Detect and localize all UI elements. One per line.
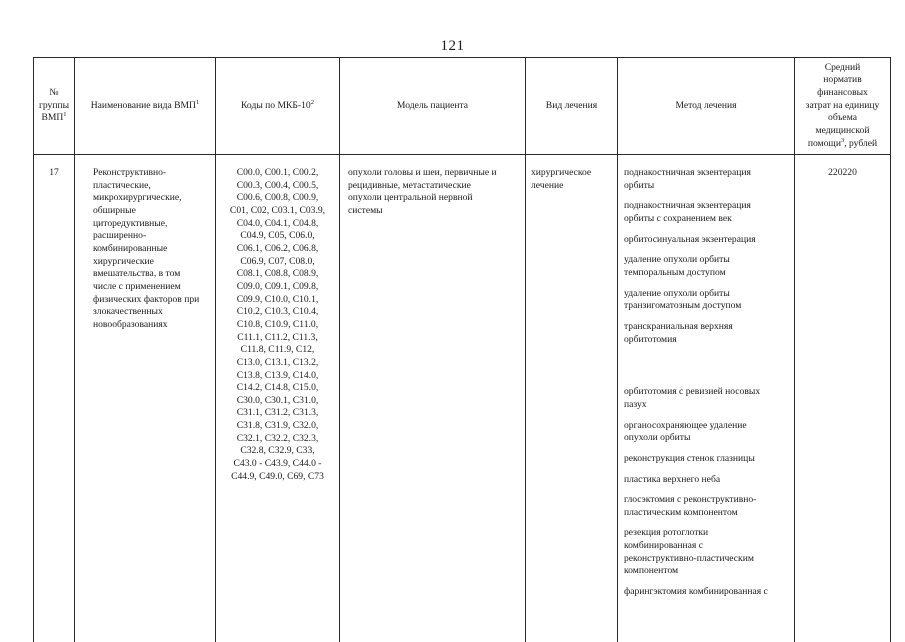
vmp-name-line: расширенно- xyxy=(93,230,147,242)
icd-codes-cell xyxy=(216,165,340,642)
icd-code-line: C11.1, C11.2, C11.3, xyxy=(237,331,318,343)
table-row xyxy=(34,165,891,642)
treatment-method-item xyxy=(624,494,790,519)
icd-code-line: C31.8, C31.9, C32.0, xyxy=(236,420,319,432)
header-treatment-type: Вид лечения xyxy=(526,58,618,155)
patient-model-line: опухоли головы и шеи, первичные и xyxy=(348,167,497,178)
icd-code-line: C00.6, C00.8, C00.9, xyxy=(236,192,319,204)
header-average-cost: Средний норматив финансовых затрат на единицу объема медицинской помощи$^3$, рублей xyxy=(795,58,891,155)
group-number-cell: 17 xyxy=(34,165,75,642)
icd-code-line: C31.1, C31.2, C31.3, xyxy=(236,407,319,419)
treatment-method-item xyxy=(624,420,790,445)
icd-code-line: C10.8, C10.9, C11.0, xyxy=(236,318,319,330)
icd-code-line: C13.8, C13.9, C14.0, xyxy=(236,369,319,381)
treatment-method-item xyxy=(624,586,790,599)
treatment-method-item xyxy=(624,453,790,466)
icd-code-line: C14.2, C14.8, C15.0, xyxy=(236,382,319,394)
treatment-type-line: хирургическое xyxy=(531,167,592,178)
treatment-method-line: комбинированная с xyxy=(624,540,703,552)
patient-model-line: рецидивные, метастатические xyxy=(348,179,471,191)
average-cost-cell: 220220 xyxy=(795,165,891,642)
vmp-name-line: Реконструктивно- xyxy=(93,167,167,178)
vmp-name-line: хирургические xyxy=(93,255,154,267)
header-patient-model: Модель пациента xyxy=(340,58,526,155)
treatment-method-item xyxy=(624,527,790,578)
treatment-method-line: фарингэктомия комбинированная с xyxy=(624,586,768,598)
icd-code-line: C13.0, C13.1, C13.2, xyxy=(236,356,319,368)
patient-model-line: системы xyxy=(348,204,383,216)
vmp-name-line: микрохирургические, xyxy=(93,192,182,204)
treatment-method-line: транскраниальная верхняя xyxy=(624,320,733,332)
vmp-name-line: вмешательства, в том xyxy=(93,268,181,280)
icd-code-line: C08.1, C08.8, C08.9, xyxy=(236,268,319,280)
treatment-method-line: поднакостничная экзентерация xyxy=(624,200,751,212)
spacer-row xyxy=(34,155,891,166)
treatment-method-cell xyxy=(618,165,795,642)
treatment-method-line: органосохраняющее удаление xyxy=(624,419,747,431)
treatment-method-line: реконструкция стенок глазницы xyxy=(624,452,755,464)
vmp-name-line: новообразованиях xyxy=(93,318,168,330)
treatment-method-line: транзигоматозным доступом xyxy=(624,300,742,312)
icd-code-line: C09.9, C10.0, C10.1, xyxy=(236,293,319,305)
treatment-method-line: орбитосинуальная экзентерация xyxy=(624,233,756,245)
header-icd-codes: Коды по МКБ-$10^2$ xyxy=(216,58,340,155)
treatment-method-line: резекция ротоглотки xyxy=(624,527,709,539)
icd-code-line: C11.8, C11.9, C12, xyxy=(240,344,315,356)
treatment-method-line: пазух xyxy=(624,398,647,410)
vmp-name-line: физических факторов при xyxy=(93,293,200,305)
vmp-name-cell xyxy=(75,165,216,642)
vmp-name-line: числе с применением xyxy=(93,280,181,292)
icd-code-line: C10.2, C10.3, C10.4, xyxy=(236,306,319,318)
icd-code-line: C06.9, C07, C08.0, xyxy=(240,255,315,267)
treatment-method-item xyxy=(624,386,790,411)
treatment-method-line: орбитотомия с ревизией носовых xyxy=(624,386,761,398)
vmp-name-line: злокачественных xyxy=(93,306,163,318)
icd-code-line: C30.0, C30.1, C31.0, xyxy=(236,394,319,406)
treatment-method-line: орбиты xyxy=(624,179,655,191)
treatment-method-line: реконструктивно-пластическим xyxy=(624,552,754,564)
treatment-method-item xyxy=(624,288,790,313)
icd-code-line: C00.3, C00.4, C00.5, xyxy=(236,179,319,191)
treatment-method-line: пластическим компонентом xyxy=(624,506,738,518)
treatment-method-line: орбитотомия xyxy=(624,333,677,345)
treatment-method-line: удаление опухоли орбиты xyxy=(624,287,730,299)
treatment-method-item xyxy=(624,474,790,487)
treatment-method-line: пластика верхнего неба xyxy=(624,473,721,485)
icd-code-line: C06.1, C06.2, C06.8, xyxy=(236,242,319,254)
icd-code-line: C01, C02, C03.1, C03.9, xyxy=(229,204,326,216)
treatment-type-line: лечение xyxy=(531,179,564,191)
treatment-method-line: поднакостничная экзентерация xyxy=(624,167,751,178)
header-row xyxy=(34,58,891,155)
icd-code-line: C32.8, C32.9, C33, xyxy=(240,445,315,457)
treatment-method-item xyxy=(624,254,790,279)
icd-code-line: C09.0, C09.1, C09.8, xyxy=(236,280,319,292)
treatment-method-line: темпоральным доступом xyxy=(624,266,726,278)
icd-code-line: C44.9, C49.0, C69, C73 xyxy=(231,470,324,482)
vmp-table xyxy=(33,57,891,642)
treatment-method-line: компонентом xyxy=(624,565,679,577)
vmp-name-line: комбинированные xyxy=(93,242,168,254)
page-number: 121 xyxy=(440,38,465,54)
patient-model-cell xyxy=(340,165,526,642)
icd-code-line: C00.0, C00.1, C00.2, xyxy=(236,167,319,178)
vmp-name-line: пластические, xyxy=(93,179,151,191)
treatment-method-item xyxy=(624,200,790,225)
vmp-name-line: циторедуктивные, xyxy=(93,217,168,229)
treatment-method-item xyxy=(624,321,790,346)
treatment-method-line: глосэктомия с реконструктивно- xyxy=(624,494,757,506)
treatment-method-item xyxy=(624,234,790,247)
treatment-method-line: опухоли орбиты xyxy=(624,432,691,444)
vmp-name-line: обширные xyxy=(93,204,136,216)
icd-code-line: C43.0 - C43.9, C44.0 - xyxy=(233,458,322,470)
icd-code-line: C04.9, C05, C06.0, xyxy=(240,230,315,242)
treatment-method-line: орбиты с сохранением век xyxy=(624,212,732,224)
icd-code-line: C04.0, C04.1, C04.8, xyxy=(236,217,319,229)
header-treatment-method: Метод лечения xyxy=(618,58,795,155)
patient-model-line: опухоли центральной нервной xyxy=(348,192,473,204)
icd-code-line: C32.1, C32.2, C32.3, xyxy=(236,432,319,444)
treatment-method-item xyxy=(624,167,790,192)
header-vmp-name: Наименование вида ВМП$^1$ xyxy=(75,58,216,155)
treatment-type-cell xyxy=(526,165,618,642)
header-group-number: № группы ВМП$^1$ xyxy=(34,58,75,155)
treatment-method-line: удаление опухоли орбиты xyxy=(624,254,730,266)
